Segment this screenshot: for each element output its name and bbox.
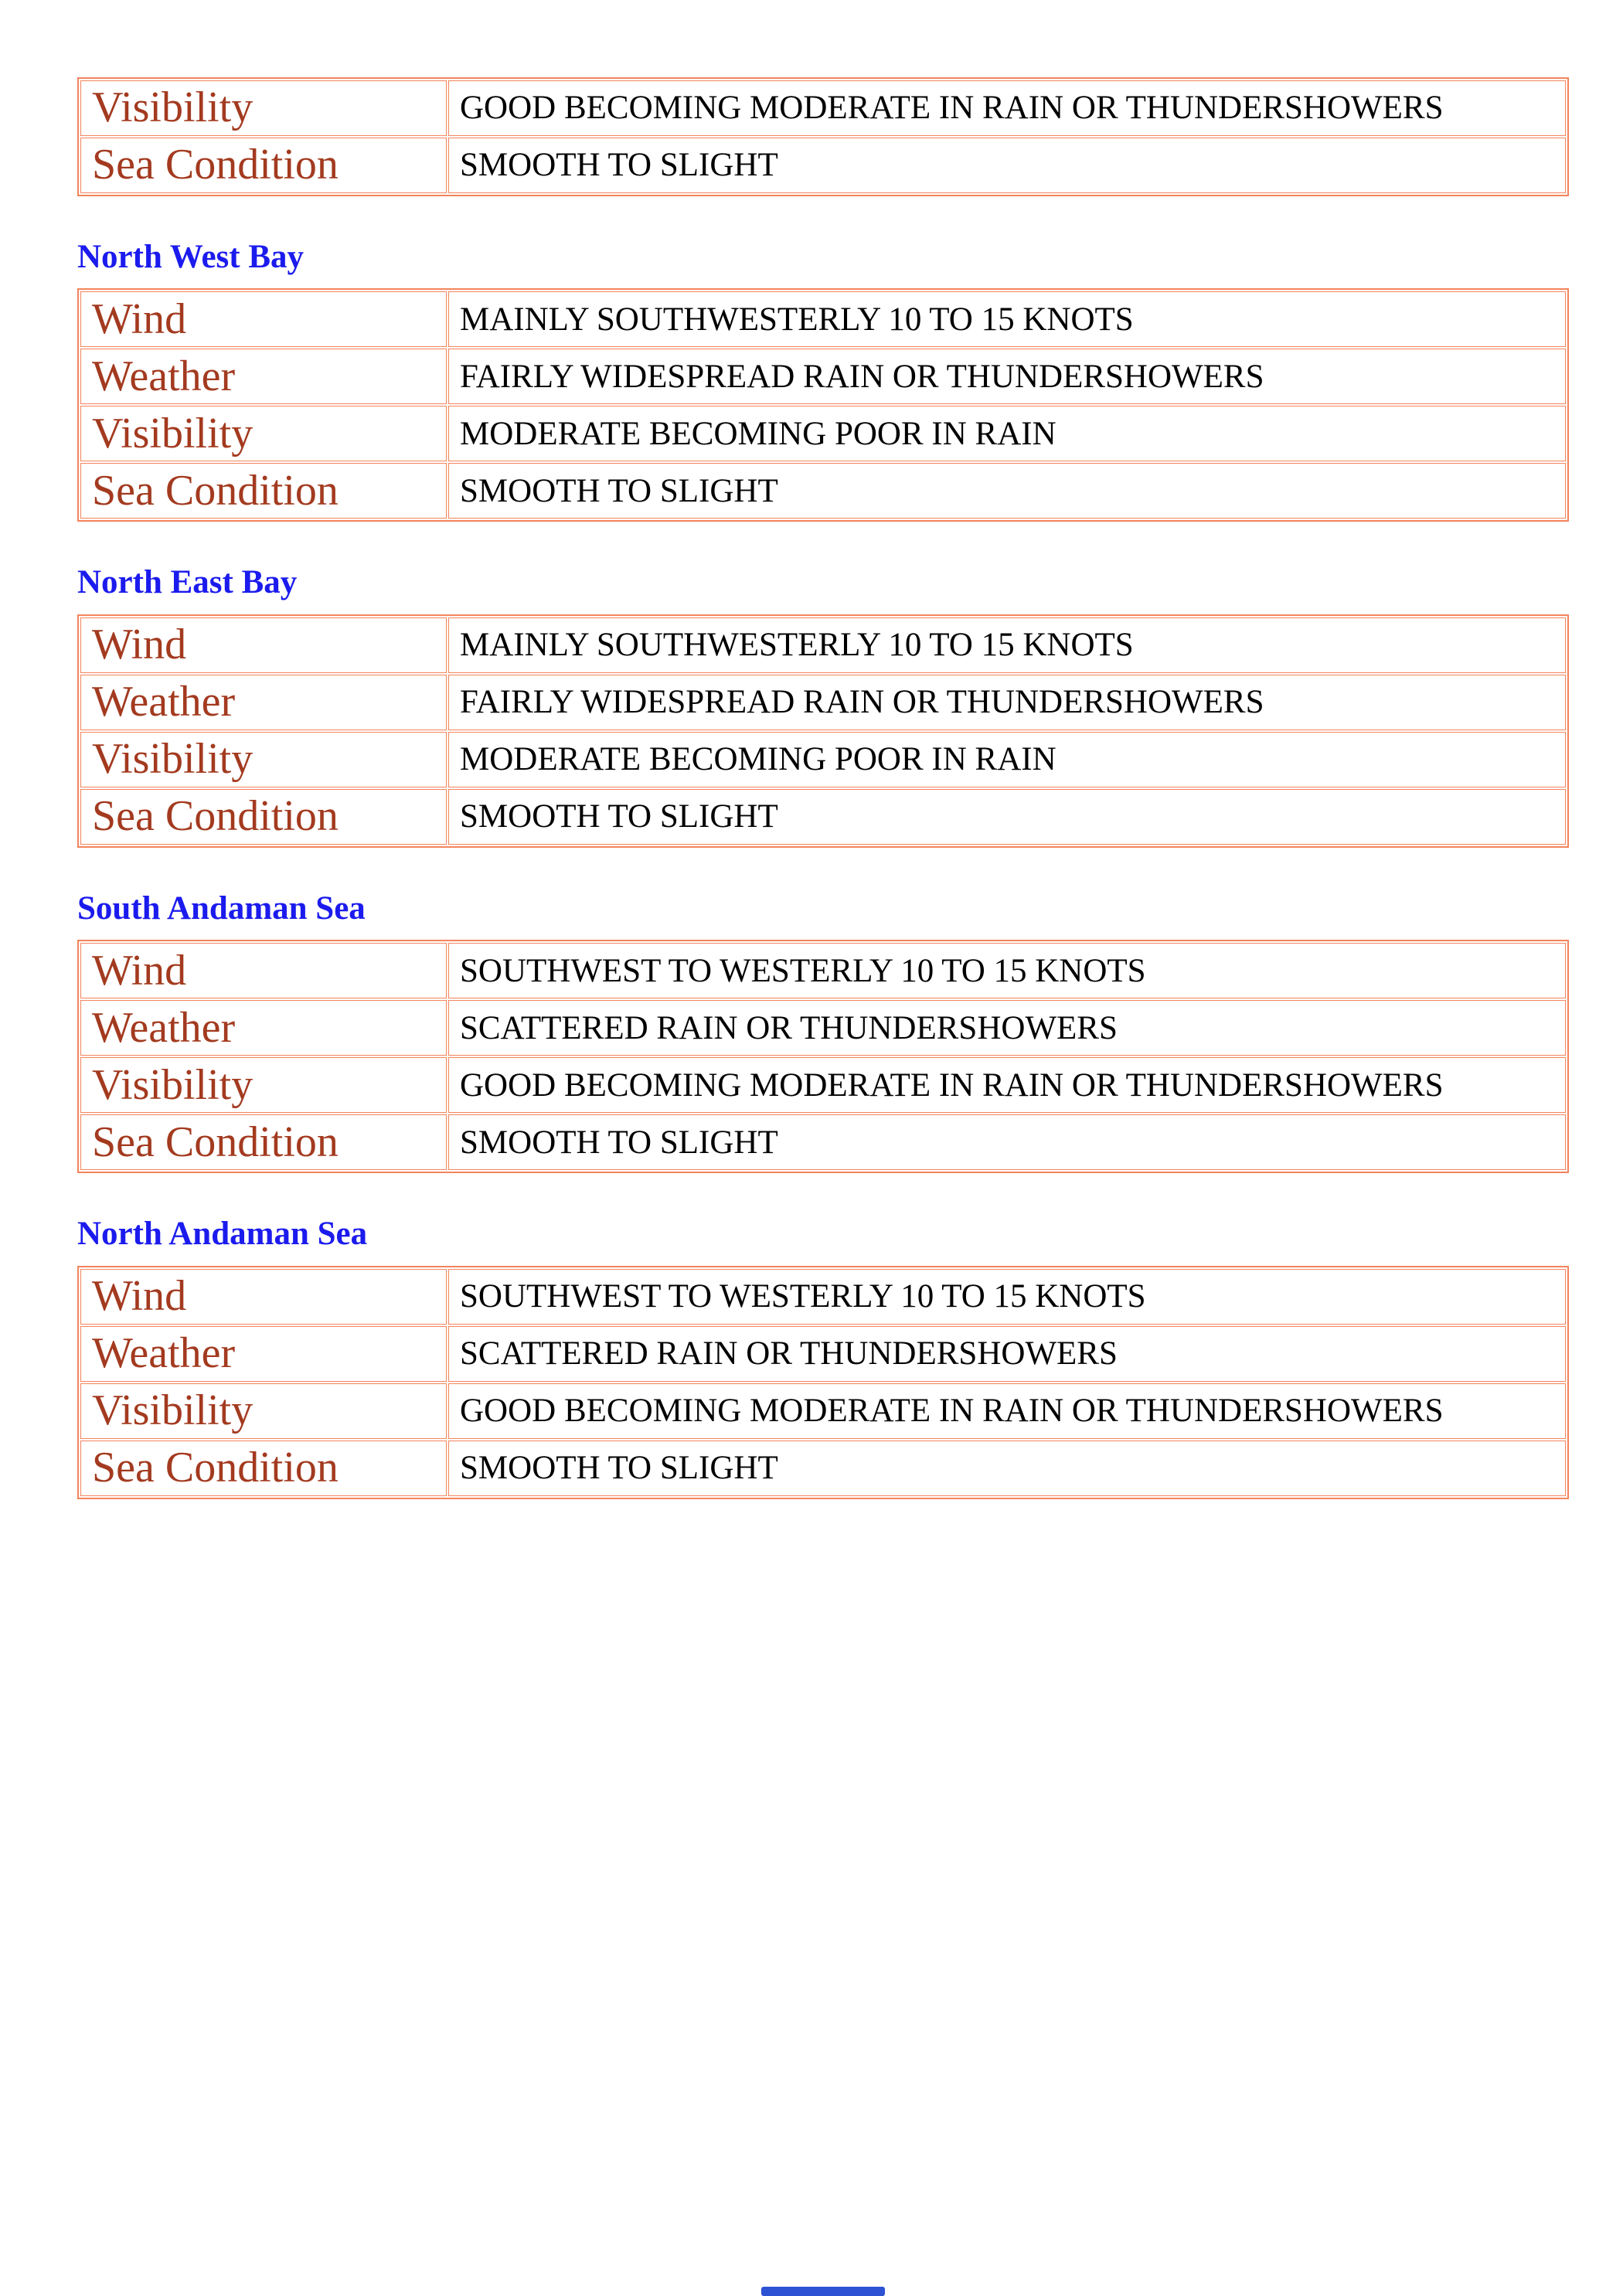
field-value: MAINLY SOUTHWESTERLY 10 TO 15 KNOTS — [448, 291, 1566, 347]
forecast-row — [80, 1383, 1566, 1439]
field-value: FAIRLY WIDESPREAD RAIN OR THUNDERSHOWERS — [448, 675, 1566, 730]
forecast-row — [80, 463, 1566, 519]
forecast-table-body — [80, 943, 1566, 1170]
field-value: GOOD BECOMING MODERATE IN RAIN OR THUNDERSHOWERS — [448, 1383, 1566, 1439]
forecast-row — [80, 1114, 1566, 1170]
region-heading: North West Bay — [77, 239, 305, 275]
forecast-row — [80, 406, 1566, 461]
forecast-row — [80, 1441, 1566, 1496]
forecast-row — [80, 80, 1566, 136]
scrollbar-thumb[interactable] — [761, 2287, 885, 2296]
field-label: Sea Condition — [80, 1441, 447, 1496]
field-value: GOOD BECOMING MODERATE IN RAIN OR THUNDERSHOWERS — [448, 1057, 1566, 1113]
field-label: Weather — [80, 675, 447, 730]
field-value: FAIRLY WIDESPREAD RAIN OR THUNDERSHOWERS — [448, 349, 1566, 404]
region-heading: North East Bay — [77, 564, 298, 601]
field-value: SMOOTH TO SLIGHT — [448, 1114, 1566, 1170]
field-value: SMOOTH TO SLIGHT — [448, 138, 1566, 193]
field-label: Wind — [80, 943, 447, 998]
forecast-row — [80, 1326, 1566, 1382]
field-value: SCATTERED RAIN OR THUNDERSHOWERS — [448, 1000, 1566, 1056]
field-label: Weather — [80, 1326, 447, 1382]
forecast-row — [80, 789, 1566, 845]
forecast-table — [77, 288, 1569, 522]
forecast-table — [77, 1266, 1569, 1499]
field-label: Visibility — [80, 406, 447, 461]
field-label: Visibility — [80, 1383, 447, 1439]
field-value: MODERATE BECOMING POOR IN RAIN — [448, 732, 1566, 787]
forecast-row — [80, 1269, 1566, 1325]
region-section — [77, 1215, 1569, 1498]
field-value: SCATTERED RAIN OR THUNDERSHOWERS — [448, 1326, 1566, 1382]
forecast-row — [80, 291, 1566, 347]
forecast-table — [77, 614, 1569, 848]
field-value: SMOOTH TO SLIGHT — [448, 1441, 1566, 1496]
top-forecast-table-body — [80, 80, 1566, 193]
region-section — [77, 238, 1569, 522]
field-label: Wind — [80, 617, 447, 673]
forecast-row — [80, 675, 1566, 730]
field-label: Sea Condition — [80, 138, 447, 193]
field-label: Sea Condition — [80, 789, 447, 845]
forecast-table-body — [80, 291, 1566, 519]
forecast-row — [80, 617, 1566, 673]
field-label: Weather — [80, 1000, 447, 1056]
field-value: SOUTHWEST TO WESTERLY 10 TO 15 KNOTS — [448, 1269, 1566, 1325]
region-section — [77, 889, 1569, 1173]
top-forecast-table — [77, 77, 1569, 196]
region-sections — [77, 238, 1569, 1499]
field-value: SMOOTH TO SLIGHT — [448, 463, 1566, 519]
region-section — [77, 563, 1569, 847]
field-label: Sea Condition — [80, 1114, 447, 1170]
forecast-table-body — [80, 1269, 1566, 1496]
field-value: SOUTHWEST TO WESTERLY 10 TO 15 KNOTS — [448, 943, 1566, 998]
field-value: GOOD BECOMING MODERATE IN RAIN OR THUNDERSHOWERS — [448, 80, 1566, 136]
forecast-table-body — [80, 617, 1566, 845]
forecast-row — [80, 1057, 1566, 1113]
field-label: Visibility — [80, 732, 447, 787]
forecast-row — [80, 349, 1566, 404]
field-value: MAINLY SOUTHWESTERLY 10 TO 15 KNOTS — [448, 617, 1566, 673]
field-label: Weather — [80, 349, 447, 404]
forecast-row — [80, 1000, 1566, 1056]
forecast-row — [80, 138, 1566, 193]
forecast-table — [77, 940, 1569, 1173]
forecast-row — [80, 732, 1566, 787]
field-value: SMOOTH TO SLIGHT — [448, 789, 1566, 845]
region-heading: South Andaman Sea — [77, 889, 366, 927]
field-label: Sea Condition — [80, 463, 447, 519]
field-label: Visibility — [80, 1057, 447, 1113]
forecast-row — [80, 943, 1566, 998]
field-label: Visibility — [80, 80, 447, 136]
field-label: Wind — [80, 291, 447, 347]
field-label: Wind — [80, 1269, 447, 1325]
field-value: MODERATE BECOMING POOR IN RAIN — [448, 406, 1566, 461]
region-heading: North Andaman Sea — [77, 1216, 368, 1253]
